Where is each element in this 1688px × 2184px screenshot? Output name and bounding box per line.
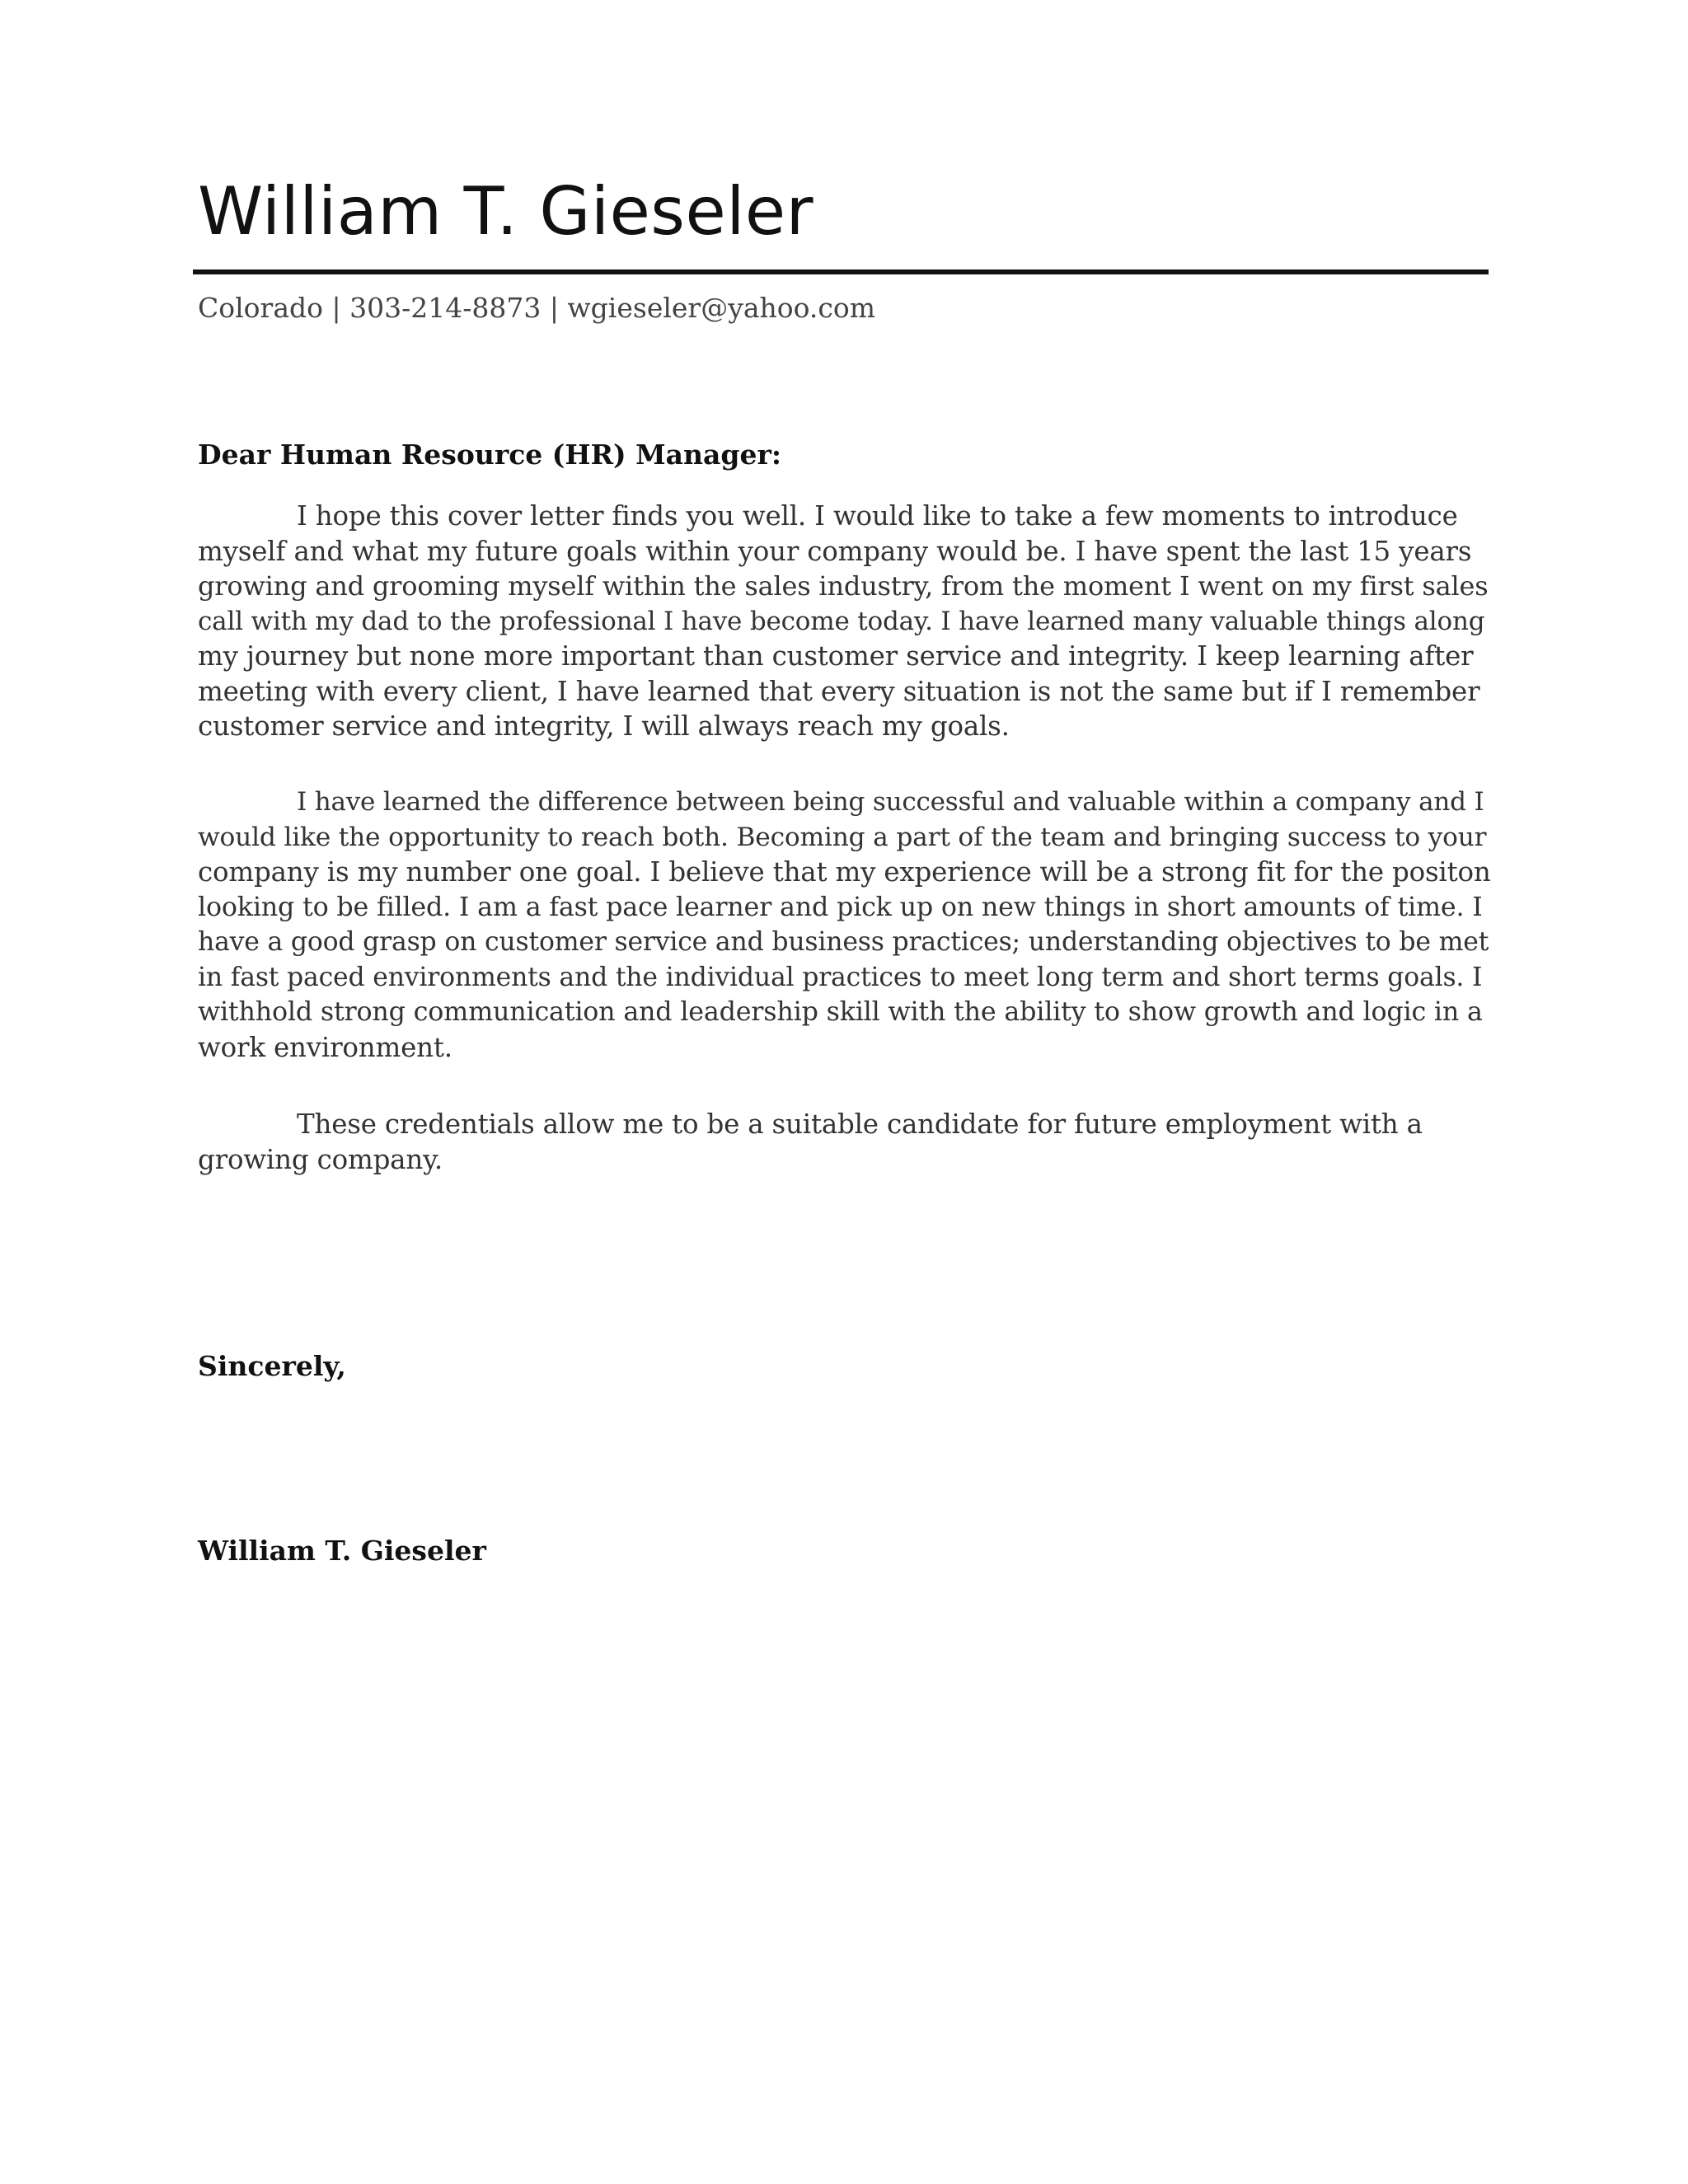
paragraph-line: growing and grooming myself within the sales industry, from the moment I went on my first sales	[198, 570, 1489, 602]
salutation: Dear Human Resource (HR) Manager:	[198, 438, 782, 471]
paragraph-line: growing company.	[198, 1143, 443, 1175]
paragraph-2	[198, 785, 1492, 1065]
paragraph-line: company is my number one goal. I believe that my experience will be a strong fit for the positon	[198, 856, 1491, 888]
author-name: William T. Gieseler	[198, 173, 814, 250]
paragraph-line: looking to be filled. I am a fast pace learner and pick up on new things in short amounts of time. I	[198, 892, 1483, 922]
paragraph-line: I have learned the difference between being successful and valuable within a company and I	[297, 787, 1484, 817]
paragraph-line: withhold strong communication and leadership skill with the ability to show growth and logic in a	[198, 997, 1483, 1027]
paragraph-line: have a good grasp on customer service and business practices; understanding objectives to be met	[198, 927, 1489, 957]
paragraph-3	[198, 1107, 1492, 1177]
paragraph-line: I hope this cover letter finds you well. I would like to take a few moments to introduce	[297, 500, 1458, 532]
paragraph-line: work environment.	[198, 1031, 452, 1063]
paragraph-line: meeting with every client, I have learned that every situation is not the same but if I remember	[198, 675, 1480, 707]
header-divider	[193, 269, 1489, 274]
paragraph-1	[198, 499, 1492, 744]
paragraph-line: These credentials allow me to be a suitable candidate for future employment with a	[297, 1108, 1423, 1140]
paragraph-line: my journey but none more important than customer service and integrity. I keep learning after	[198, 640, 1474, 672]
paragraph-line: myself and what my future goals within your company would be. I have spent the last 15 years	[198, 535, 1472, 567]
signature-name: William T. Gieseler	[198, 1535, 486, 1567]
paragraph-line: in fast paced environments and the individual practices to meet long term and short terms goals. I	[198, 962, 1483, 992]
contact-info: Colorado | 303-214-8873 | wgieseler@yahoo.com	[198, 292, 876, 324]
paragraph-line: would like the opportunity to reach both. Becoming a part of the team and bringing success to your	[198, 822, 1487, 852]
paragraph-line: customer service and integrity, I will always reach my goals.	[198, 710, 1010, 742]
closing: Sincerely,	[198, 1350, 346, 1382]
paragraph-line: call with my dad to the professional I have become today. I have learned many valuable things along	[198, 606, 1485, 636]
